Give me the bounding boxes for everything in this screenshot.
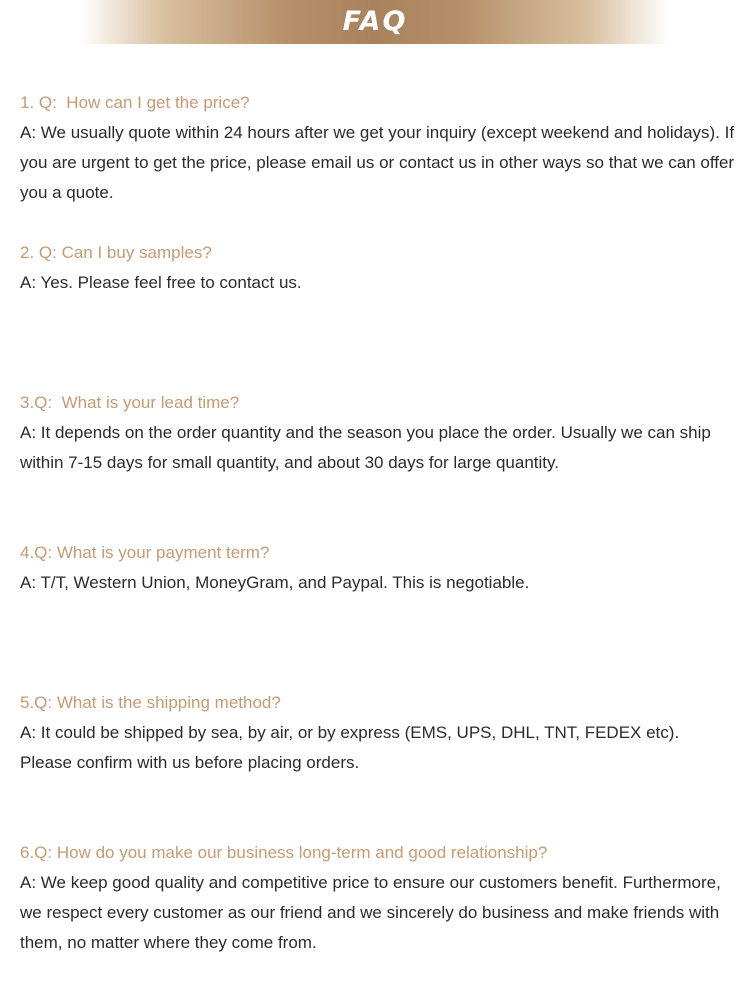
faq-item (20, 88, 735, 238)
faq-question: 2. Q: Can I buy samples? (20, 243, 212, 262)
faq-question: 3.Q: What is your lead time? (20, 393, 240, 412)
faq-item (20, 538, 735, 688)
faq-item (20, 838, 735, 988)
faq-answer: A: We keep good quality and competitive price to ensure our customers benefit. Furthermore, we respect every customer as our friend and we sincerely do business and make friends with them, no matter where they come from. (20, 873, 721, 952)
faq-answer: A: It could be shipped by sea, by air, or by express (EMS, UPS, DHL, TNT, FEDEX etc). Please confirm with us before placing orders. (20, 723, 680, 772)
faq-answer: A: It depends on the order quantity and the season you place the order. Usually we can ship within 7-15 days for small quantity, and about 30 days for large quantity. (20, 423, 711, 472)
faq-answer: A: T/T, Western Union, MoneyGram, and Paypal. This is negotiable. (20, 573, 530, 592)
faq-item (20, 238, 735, 388)
faq-question: 5.Q: What is the shipping method? (20, 693, 281, 712)
faq-question: 6.Q: How do you make our business long-term and good relationship? (20, 843, 548, 862)
faq-title: FAQ (342, 5, 408, 37)
faq-item (20, 388, 735, 538)
faq-answer: A: We usually quote within 24 hours after we get your inquiry (except weekend and holidays). If you are urgent to get the price, please email us or contact us in other ways so that we can offer you a quote. (20, 123, 735, 202)
faq-question: 1. Q: How can I get the price? (20, 93, 250, 112)
faq-list (20, 88, 735, 988)
faq-answer: A: Yes. Please feel free to contact us. (20, 273, 302, 292)
faq-banner (80, 0, 670, 44)
faq-question: 4.Q: What is your payment term? (20, 543, 270, 562)
faq-item (20, 688, 735, 838)
